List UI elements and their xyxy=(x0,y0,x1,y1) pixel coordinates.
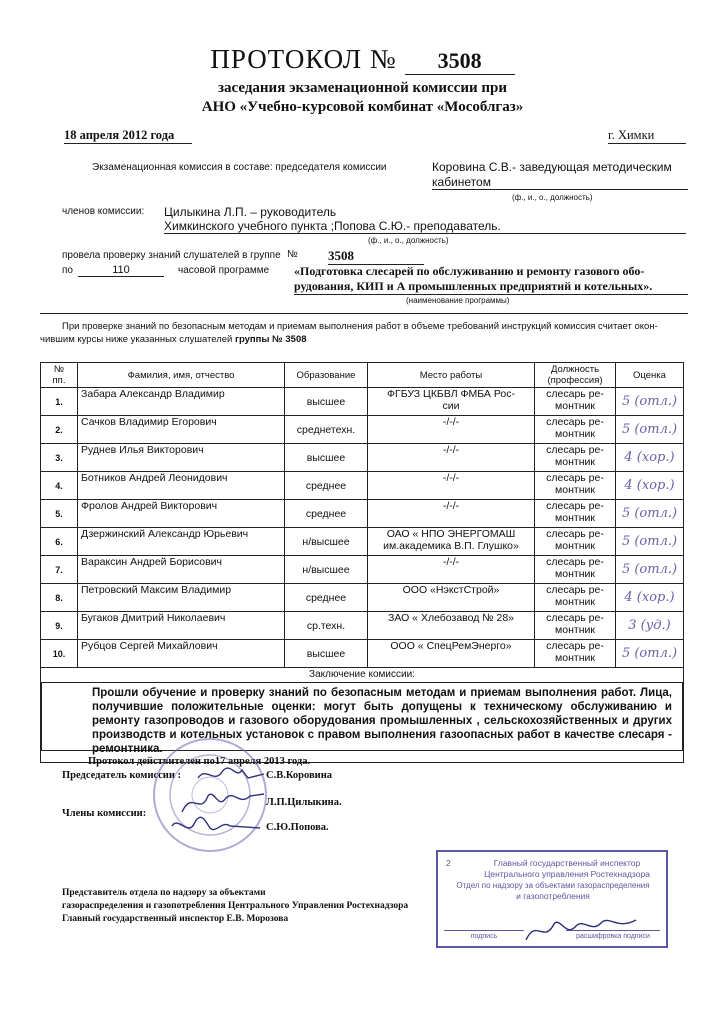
workplace: ФГБУЗ ЦКБВЛ ФМБА Рос- сии xyxy=(368,388,535,416)
col-grade: Оценка xyxy=(616,363,684,388)
education: ср.техн. xyxy=(285,612,368,640)
intro-line-2 xyxy=(40,334,307,345)
conclusion-cell xyxy=(41,668,684,763)
po-label: по xyxy=(62,265,73,276)
student-name: Вараксин Андрей Борисович xyxy=(78,556,285,584)
position: слесарь ре- монтник xyxy=(535,556,616,584)
row-number: 3. xyxy=(41,444,78,472)
col-education: Образование xyxy=(285,363,368,388)
student-name: Фролов Андрей Викторович xyxy=(78,500,285,528)
row-number: 9. xyxy=(41,612,78,640)
chair-caption: (ф., и., о., должность) xyxy=(512,193,593,202)
col-name: Фамилия, имя, отчество xyxy=(78,363,285,388)
rep-line-2: газораспределения и газопотребления Центрального Управления Ростехнадзора xyxy=(62,901,409,911)
row-number: 10. xyxy=(41,640,78,668)
education: среднее xyxy=(285,500,368,528)
education: н/высшее xyxy=(285,556,368,584)
position: слесарь ре- монтник xyxy=(535,528,616,556)
grade-handwritten: 5 (отл.) xyxy=(616,388,684,416)
chair-value-1: Коровина С.В.- заведующая методическим xyxy=(432,160,672,174)
table-row xyxy=(41,556,684,584)
workplace: -/-/- xyxy=(368,416,535,444)
conclusion-title: Заключение комиссии: xyxy=(309,669,415,680)
table-row xyxy=(41,500,684,528)
footer-member-2: С.Ю.Попова. xyxy=(266,822,329,833)
grade-handwritten: 5 (отл.) xyxy=(616,416,684,444)
members-caption: (ф., и., о., должность) xyxy=(368,236,449,245)
rep-line-3: Главный государственный инспектор Е.В. Морозова xyxy=(62,914,289,924)
row-number: 7. xyxy=(41,556,78,584)
table-row xyxy=(41,388,684,416)
grade-handwritten: 4 (хор.) xyxy=(616,584,684,612)
rep-line-1: Представитель отдела по надзору за объектами xyxy=(62,888,266,898)
position: слесарь ре- монтник xyxy=(535,584,616,612)
row-number: 2. xyxy=(41,416,78,444)
row-number: 5. xyxy=(41,500,78,528)
education: н/высшее xyxy=(285,528,368,556)
student-name: Бугаков Дмитрий Николаевич xyxy=(78,612,285,640)
position: слесарь ре- монтник xyxy=(535,388,616,416)
row-number: 4. xyxy=(41,472,78,500)
chair-signature-icon xyxy=(196,764,266,786)
education: среднее xyxy=(285,584,368,612)
chair-value-2: кабинетом xyxy=(432,175,688,190)
student-name: Забара Александр Владимир xyxy=(78,388,285,416)
program-line-1: «Подготовка слесарей по обслуживанию и ремонту газового обо- xyxy=(294,264,645,278)
stamp-num: 2 xyxy=(446,858,451,868)
member2-signature-icon xyxy=(168,814,264,840)
education: высшее xyxy=(285,388,368,416)
workplace: -/-/- xyxy=(368,444,535,472)
grade-handwritten: 5 (отл.) xyxy=(616,556,684,584)
intro-line-1: При проверке знаний по безопасным методам и приемам выполнения работ в объеме требований инструкций комиссия считает окон- xyxy=(62,321,658,332)
col-num: № пп. xyxy=(41,363,78,388)
row-number: 6. xyxy=(41,528,78,556)
protocol-title xyxy=(0,44,725,75)
grade-handwritten: 5 (отл.) xyxy=(616,640,684,668)
workplace: -/-/- xyxy=(368,500,535,528)
table-row xyxy=(41,472,684,500)
table-row xyxy=(41,612,684,640)
protocol-date: 18 апреля 2012 года xyxy=(64,128,192,144)
grade-handwritten: 4 (хор.) xyxy=(616,444,684,472)
footer-chair-name: С.В.Коровина xyxy=(266,770,333,781)
education: высшее xyxy=(285,444,368,472)
workplace: -/-/- xyxy=(368,472,535,500)
intro-group-number: группы № 3508 xyxy=(235,334,307,345)
student-name: Руднев Илья Викторович xyxy=(78,444,285,472)
check-label: провела проверку знаний слушателей в группе xyxy=(62,250,281,261)
stamp-line-2: Центрального управления Ростехнадзора xyxy=(484,869,650,879)
stamp-line-3: Отдел по надзору за объектами газораспределения xyxy=(456,881,650,890)
student-name: Рубцов Сергей Михайлович xyxy=(78,640,285,668)
table-row xyxy=(41,584,684,612)
student-name: Ботников Андрей Леонидович xyxy=(78,472,285,500)
workplace: -/-/- xyxy=(368,556,535,584)
stamp-cap-left: подпись xyxy=(444,930,524,942)
protocol-word: ПРОТОКОЛ № xyxy=(210,44,397,74)
education: среднее xyxy=(285,472,368,500)
footer-chair-label: Председатель комиссии : xyxy=(62,770,182,781)
col-position: Должность (профессия) xyxy=(535,363,616,388)
protocol-number: 3508 xyxy=(405,48,515,75)
header-line-1: заседания экзаменационной комиссии при xyxy=(218,80,507,96)
footer-member-1: Л.П.Цилыкина. xyxy=(266,797,342,808)
hours: 110 xyxy=(78,264,164,277)
conclusion-text: Прошли обучение и проверку знаний по безопасным методам и приемам выполнения работ. Лица, получившие положительные оценки: могут быть допущены к техническому обслуживанию и ремонту газопроводов и газового оборудования промышленных , сельскохозяйственных и других производств и котельных установок с правом выполнения газоопасных работ в качестве слесаря - ремонтника. xyxy=(41,682,683,751)
row-number: 1. xyxy=(41,388,78,416)
table-row xyxy=(41,444,684,472)
members-value-1: Цилыкина Л.П. – руководитель xyxy=(164,205,337,219)
workplace: ООО « СпецРемЭнерго» xyxy=(368,640,535,668)
validity: Протокол действителен по17 апреля 2013 года. xyxy=(88,756,311,767)
table-header-row xyxy=(41,363,684,388)
group-no-label: № xyxy=(287,249,298,260)
stamp-cap-right: расшифровка подписи xyxy=(566,930,660,942)
inspector-signature-icon xyxy=(520,912,640,948)
student-name: Петровский Максим Владимир xyxy=(78,584,285,612)
row-number: 8. xyxy=(41,584,78,612)
position: слесарь ре- монтник xyxy=(535,472,616,500)
student-name: Дзержинский Александр Юрьевич xyxy=(78,528,285,556)
footer-members-label: Члены комиссии: xyxy=(62,808,147,819)
intro-line-2-text: чившим курсы ниже указанных слушателей xyxy=(40,334,233,345)
members-value-2: Химкинского учебного пункта ;Попова С.Ю.- преподаватель. xyxy=(164,219,686,234)
header-line-2: АНО «Учебно-курсовой комбинат «Мособлгаз» xyxy=(201,99,524,115)
program-line-2: рудования, КИП и А промышленных предприятий и котельных». xyxy=(294,279,688,295)
col-workplace: Место работы xyxy=(368,363,535,388)
divider xyxy=(40,313,688,314)
education: среднетехн. xyxy=(285,416,368,444)
group-number: 3508 xyxy=(328,248,424,265)
position: слесарь ре- монтник xyxy=(535,500,616,528)
table-row xyxy=(41,416,684,444)
grade-handwritten: 5 (отл.) xyxy=(616,528,684,556)
workplace: ОАО « НПО ЭНЕРГОМАШ им.академика В.П. Глушко» xyxy=(368,528,535,556)
table-row xyxy=(41,640,684,668)
city: г. Химки xyxy=(608,128,686,144)
members-label: членов комиссии: xyxy=(62,206,145,217)
grade-handwritten: 3 (уд.) xyxy=(616,612,684,640)
chair-label: Экзаменационная комиссия в составе: председателя комиссии xyxy=(92,162,387,173)
position: слесарь ре- монтник xyxy=(535,444,616,472)
position: слесарь ре- монтник xyxy=(535,612,616,640)
stamp-line-4: и газопотребления xyxy=(516,891,590,901)
workplace: ООО «НэкстСтрой» xyxy=(368,584,535,612)
position: слесарь ре- монтник xyxy=(535,640,616,668)
position: слесарь ре- монтник xyxy=(535,416,616,444)
student-name: Сачков Владимир Егорович xyxy=(78,416,285,444)
stamp-line-1: Главный государственный инспектор xyxy=(493,858,641,868)
education: высшее xyxy=(285,640,368,668)
students-table xyxy=(40,362,684,763)
program-caption: (наименование программы) xyxy=(406,296,510,305)
grade-handwritten: 4 (хор.) xyxy=(616,472,684,500)
grade-handwritten: 5 (отл.) xyxy=(616,500,684,528)
program-label: часовой программе xyxy=(178,265,270,276)
table-row xyxy=(41,528,684,556)
workplace: ЗАО « Хлебозавод № 28» xyxy=(368,612,535,640)
